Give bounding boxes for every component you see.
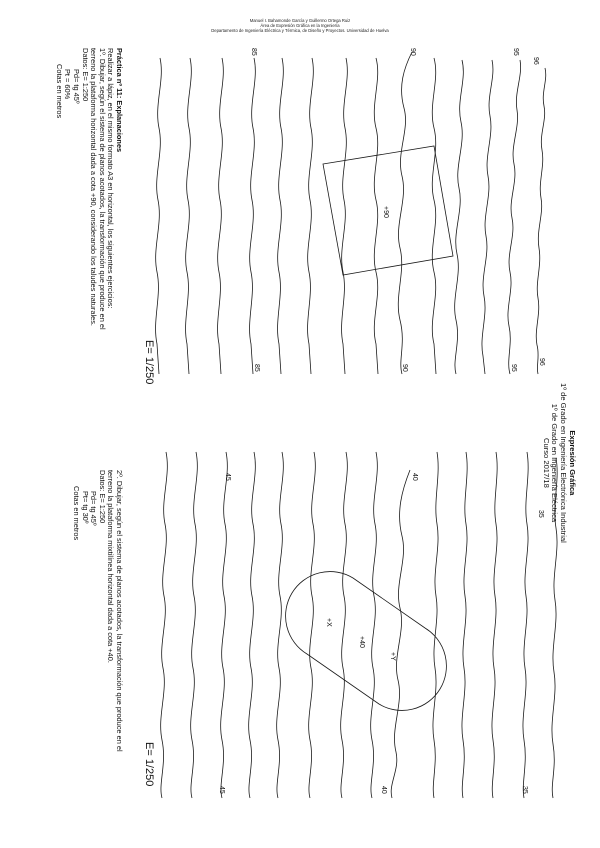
ex1-pd: Pd= tg 45º <box>72 69 82 104</box>
map2-contour-f <box>341 452 348 798</box>
course-degree2: 1º de Grado en Ingeniería Eléctrica <box>550 403 560 523</box>
map1-contour-h <box>218 58 224 374</box>
map2-contour-g <box>309 452 316 798</box>
map1-contour-i <box>186 58 192 374</box>
map1-contour-b <box>455 60 464 374</box>
map1-contour-d <box>374 58 378 374</box>
ex2-data: Datos: E= 1:250 <box>97 470 107 524</box>
map1-label-90-bottom: 90 <box>401 364 408 372</box>
map2-label-40: 40 <box>411 473 418 481</box>
map2-label-35: 35 <box>537 510 544 518</box>
map2-label-45-bottom: 45 <box>218 786 225 794</box>
map2-label-35-bottom: 35 <box>521 786 528 794</box>
ex1-units: Cotas en metros <box>54 64 64 119</box>
map2-contour-40 <box>391 470 410 798</box>
map1-contour-96 <box>536 68 546 374</box>
map1-contour-95 <box>508 60 521 374</box>
map1-label-90: 90 <box>409 48 416 56</box>
map2-point-y: +Y <box>389 652 396 661</box>
map1-contour-e <box>342 58 348 374</box>
course-year: Curso 2017/18 <box>541 437 551 488</box>
exercise2-block <box>71 470 123 752</box>
course-degree1: 1º de Grado en Ingeniería Electrónica Industrial <box>559 383 569 543</box>
ex1-pt: Pt = 60% <box>63 69 73 100</box>
ex2-pt: Pt= tg 30º <box>80 491 90 524</box>
map1-contour-f <box>308 58 314 374</box>
map2-contour-e <box>371 452 378 798</box>
ex2-line2: terreno la plataforma mixtilínea horizontal dada a cota +40. <box>106 470 116 663</box>
map2-contour-c <box>462 452 467 798</box>
header-area: Área de Expresión Gráfica en la Ingeniería <box>260 23 340 28</box>
practice-intro: Realizar a lápiz, en el mismo formato A3 en horizontal, los siguientes ejercicios: <box>106 48 116 309</box>
map1-contour-g <box>278 58 284 374</box>
map1-contour-85 <box>250 58 256 374</box>
map2-contour-j <box>191 452 198 798</box>
map2-point-x: +X <box>325 618 332 627</box>
map1-label-85-bottom: 85 <box>253 364 260 372</box>
map2-label-40-bottom: 40 <box>380 786 387 794</box>
ex2-units: Cotas en metros <box>72 486 82 541</box>
map1-contour-c <box>432 58 436 374</box>
map1-label-85: 85 <box>250 48 257 56</box>
map1-label-95-bottom: 95 <box>510 364 517 372</box>
map2-contour-k <box>161 452 168 798</box>
map1-label-96: 96 <box>532 57 539 65</box>
map1-label-96-bottom: 96 <box>538 358 545 366</box>
ex1-line1: 1º. Dibujar, según el sistema de planos acotados, la transformación que produce en el <box>97 48 107 330</box>
ex2-line1: 2º. Dibujar, según el sistema de planos acotados, la transformación que produce en el <box>115 470 124 752</box>
header-department: Departamento de Ingeniería Eléctrica y Térmica, de Diseño y Proyectos. Universidad de Huelva <box>211 28 389 33</box>
map1-contour-90 <box>398 52 412 374</box>
map2-label-45: 45 <box>224 473 231 481</box>
map2-contour-d <box>433 452 438 798</box>
map1-platform-label: +90 <box>382 206 389 218</box>
ex1-line2: terreno la plataforma horizontal dada a cota +90, considerando los taludes naturales. <box>89 48 99 326</box>
map2-scale: E= 1/250 <box>143 742 155 787</box>
map2-platform-label: +40 <box>358 636 365 648</box>
map1-label-95: 95 <box>512 48 519 56</box>
practice-title: Práctica nº 11: Explanaciones <box>115 48 124 153</box>
ex2-pd: Pd= tg 45º <box>89 491 99 526</box>
map1-scale: E= 1/250 <box>143 340 155 385</box>
map2-contour-i <box>249 452 256 798</box>
header-authors: Manuel I. Bahamonde García y Guillermo Ortega Ruiz <box>249 18 351 23</box>
map1-contour-j <box>156 58 162 374</box>
map2-contour-35 <box>523 452 528 798</box>
course-subject: Expresión Gráfica <box>568 430 577 496</box>
course-block <box>541 383 576 543</box>
ex1-data: Datos: E= 1:250 <box>80 48 90 102</box>
map2-contour-45 <box>221 452 228 798</box>
map2-contour-b <box>492 452 497 798</box>
exercise1-block <box>54 48 123 330</box>
map2-platform <box>286 572 447 711</box>
map1-contour-a <box>482 60 493 374</box>
map2-contour-h <box>277 452 284 798</box>
